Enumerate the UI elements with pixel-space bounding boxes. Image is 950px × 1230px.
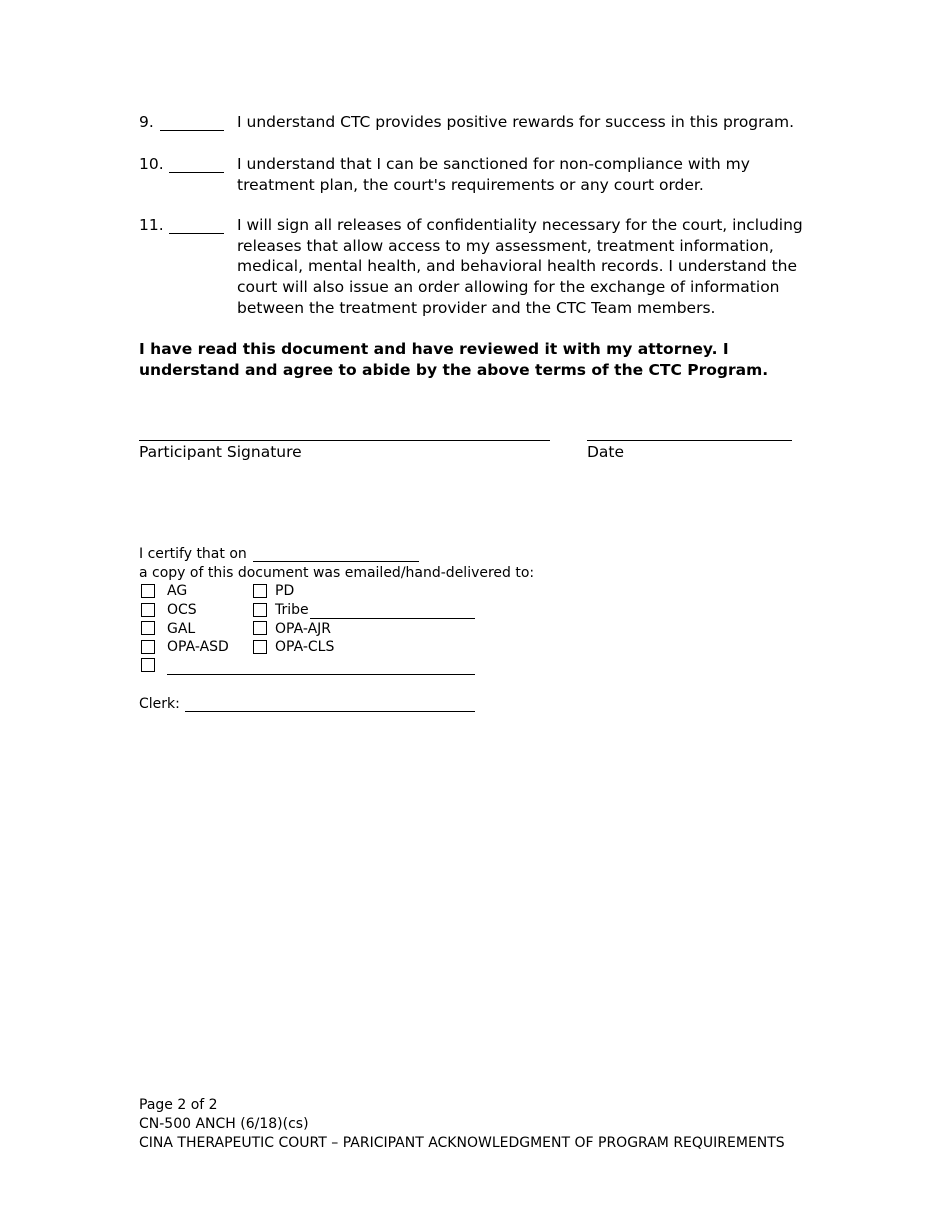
item-11-line: court will also issue an order allowing for the exchange of information: [237, 278, 780, 297]
label-opa-asd: OPA-ASD: [167, 639, 229, 655]
checkbox-opa-asd[interactable]: [141, 640, 155, 654]
checkbox-gal[interactable]: [141, 621, 155, 635]
item-9-initial-blank[interactable]: [160, 130, 224, 131]
item-10-line: I understand that I can be sanctioned for non-compliance with my: [237, 155, 750, 173]
checkbox-opa-ajr[interactable]: [253, 621, 267, 635]
participant-signature-label: Participant Signature: [139, 443, 302, 461]
label-pd: PD: [275, 583, 295, 599]
certify-date-line[interactable]: [253, 561, 419, 562]
item-11-line: medical, mental health, and behavioral health records. I understand the: [237, 257, 798, 276]
label-ocs: OCS: [167, 602, 197, 618]
item-10-number: 10.: [139, 155, 164, 173]
checkbox-other[interactable]: [141, 658, 155, 672]
clerk-signature-line[interactable]: [185, 711, 475, 712]
page-number: Page 2 of 2: [139, 1097, 218, 1113]
date-signature-line[interactable]: [587, 440, 792, 441]
certify-text: I certify that on: [139, 546, 247, 562]
item-11-number: 11.: [139, 216, 164, 234]
label-tribe: Tribe: [275, 602, 309, 618]
checkbox-ag[interactable]: [141, 584, 155, 598]
checkbox-ocs[interactable]: [141, 603, 155, 617]
item-9-line: I understand CTC provides positive rewards for success in this program.: [237, 113, 795, 131]
acknowledgment-line-2: understand and agree to abide by the above terms of the CTC Program.: [139, 361, 769, 379]
label-ag: AG: [167, 583, 188, 599]
item-11-text: [237, 215, 803, 319]
clerk-label: Clerk:: [139, 696, 180, 712]
acknowledgment-statement: [139, 339, 768, 381]
item-10-initial-blank[interactable]: [169, 172, 224, 173]
label-opa-ajr: OPA-AJR: [275, 621, 332, 637]
participant-signature-line[interactable]: [139, 440, 550, 441]
checkbox-opa-cls[interactable]: [253, 640, 267, 654]
item-10-line: treatment plan, the court's requirements or any court order.: [237, 175, 704, 194]
checkbox-pd[interactable]: [253, 584, 267, 598]
form-id: CN-500 ANCH (6/18)(cs): [139, 1116, 309, 1132]
date-label: Date: [587, 443, 625, 461]
form-title: CINA THERAPEUTIC COURT – PARICIPANT ACKNOWLEDGMENT OF PROGRAM REQUIREMENTS: [139, 1135, 785, 1151]
item-10-text: [237, 154, 797, 195]
tribe-name-line[interactable]: [310, 618, 475, 619]
label-gal: GAL: [167, 621, 196, 637]
item-11-line: releases that allow access to my assessment, treatment information,: [237, 236, 774, 255]
other-recipient-line[interactable]: [167, 674, 475, 675]
distribution-text: a copy of this document was emailed/hand-delivered to:: [139, 565, 535, 581]
item-11-initial-blank[interactable]: [169, 233, 224, 234]
checkbox-tribe[interactable]: [253, 603, 267, 617]
item-11-line: I will sign all releases of confidentiality necessary for the court, including: [237, 216, 803, 234]
item-9-text: [237, 112, 797, 133]
item-11-line: between the treatment provider and the CTC Team members.: [237, 298, 716, 317]
item-9-number: 9.: [139, 113, 154, 131]
label-opa-cls: OPA-CLS: [275, 639, 335, 655]
acknowledgment-line-1: I have read this document and have reviewed it with my attorney. I: [139, 340, 729, 358]
